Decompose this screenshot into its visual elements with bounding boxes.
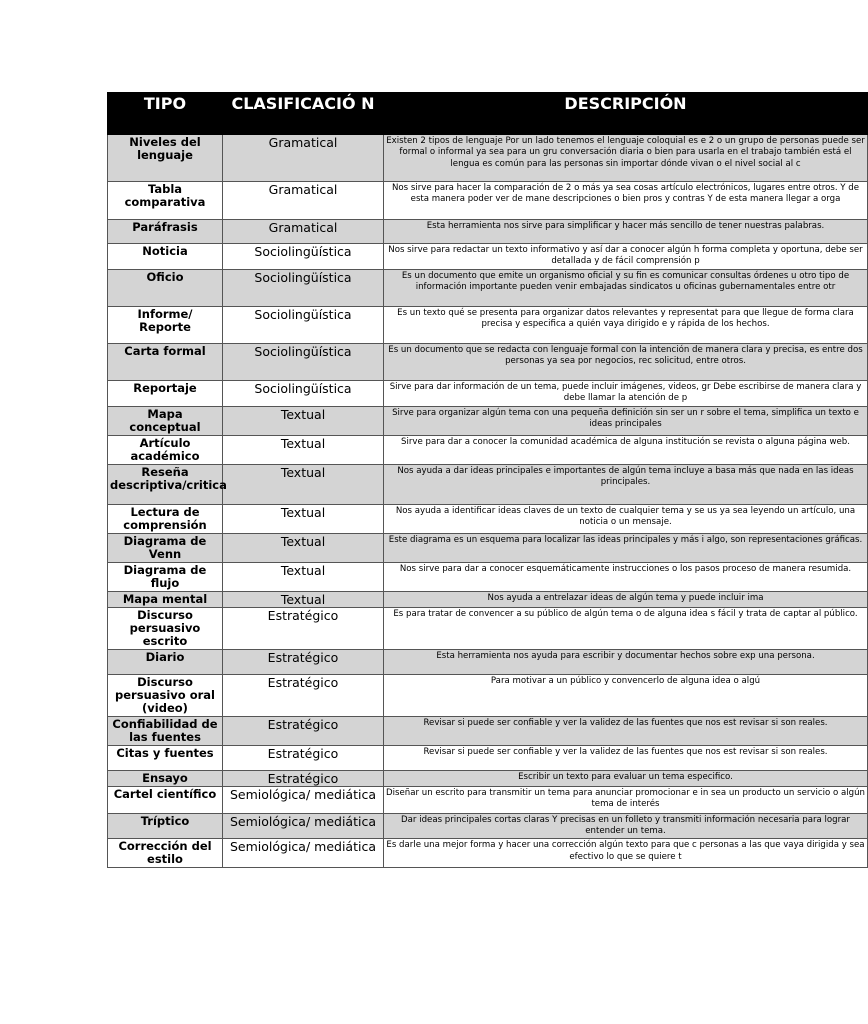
- table-row: [108, 220, 868, 244]
- descripcion-cell: Sirve para dar información de un tema, puede incluir imágenes, videos, gr Debe escribirse de manera clara y debe llamar la atención de p: [384, 380, 868, 406]
- clasificacion-cell: Sociolingüística: [223, 306, 384, 343]
- table-row: [108, 406, 868, 435]
- clasificacion-cell: Textual: [223, 562, 384, 591]
- descripcion-cell: Es darle una mejor forma y hacer una corrección algún texto para que c personas a las que vaya dirigida y sea efectivo lo que se quiere t: [384, 839, 868, 868]
- table-row: [108, 244, 868, 270]
- tipo-cell: Diagrama de flujo: [108, 562, 223, 591]
- descripcion-cell: Es un texto qué se presenta para organizar datos relevantes y representat para que llegue de forma clara precisa y especifica a quién vaya dirigido e y rápida de los hechos.: [384, 306, 868, 343]
- descripcion-cell: Dar ideas principales cortas claras Y precisas en un folleto y transmiti información necesaria para lograr entender un tema.: [384, 813, 868, 839]
- table-row: [108, 770, 868, 786]
- table-row: [108, 839, 868, 868]
- clasificacion-cell: Semiológica/ mediática: [223, 786, 384, 813]
- tipo-cell: Discurso persuasivo escrito: [108, 607, 223, 649]
- table-row: [108, 786, 868, 813]
- table-row: [108, 813, 868, 839]
- clasificacion-cell: Textual: [223, 591, 384, 607]
- clasificacion-cell: Semiológica/ mediática: [223, 839, 384, 868]
- descripcion-cell: Es un documento que emite un organismo oficial y su fin es comunicar consultas órdenes u otro tipo de información importante pueden venir embajadas sindicatos u oficinas gubernamentales entre otr: [384, 269, 868, 306]
- clasificacion-cell: Textual: [223, 533, 384, 562]
- clasificacion-cell: Textual: [223, 504, 384, 533]
- header-tipo: TIPO: [108, 93, 223, 135]
- table-row: [108, 380, 868, 406]
- table-row: [108, 745, 868, 770]
- descripcion-cell: Nos sirve para hacer la comparación de 2 o más ya sea cosas artículo electrónicos, lugares entre otros. Y de esta manera poder ver de mane descripciones o bien pros y contras Y de esta manera llegar a orga: [384, 182, 868, 220]
- table-row: [108, 343, 868, 380]
- table-row: [108, 464, 868, 504]
- descripcion-cell: Existen 2 tipos de lenguaje Por un lado tenemos el lenguaje coloquial es e 2 o un grupo de personas puede ser formal o informal ya sea para un gru conversación diaria o bien para usarla en el trabajo también está el lengua es común para las personas sin importar dónde vivan o el nivel social al c: [384, 135, 868, 182]
- clasificacion-cell: Textual: [223, 435, 384, 464]
- table-row: [108, 533, 868, 562]
- descripcion-cell: Para motivar a un público y convencerlo de alguna idea o algú: [384, 674, 868, 716]
- descripcion-cell: Escribir un texto para evaluar un tema especifico.: [384, 770, 868, 786]
- descripcion-cell: Nos sirve para redactar un texto informativo y así dar a conocer algún h forma completa y oportuna, debe ser detallada y de fácil comprensión p: [384, 244, 868, 270]
- tipo-cell: Diagrama de Venn: [108, 533, 223, 562]
- table-row: [108, 182, 868, 220]
- descripcion-cell: Nos ayuda a entrelazar ideas de algún tema y puede incluir ima: [384, 591, 868, 607]
- descripcion-cell: Sirve para dar a conocer la comunidad académica de alguna institución se revista o alguna página web.: [384, 435, 868, 464]
- clasificacion-cell: Sociolingüística: [223, 269, 384, 306]
- tipo-cell: Tabla comparativa: [108, 182, 223, 220]
- descripcion-cell: Nos ayuda a identificar ideas claves de un texto de cualquier tema y se us ya sea leyendo un artículo, una noticia o un mensaje.: [384, 504, 868, 533]
- clasificacion-cell: Estratégico: [223, 716, 384, 745]
- clasificacion-cell: Estratégico: [223, 674, 384, 716]
- descripcion-cell: Revisar si puede ser confiable y ver la validez de las fuentes que nos est revisar si son reales.: [384, 716, 868, 745]
- tipo-cell: Corrección del estilo: [108, 839, 223, 868]
- tipo-cell: Oficio: [108, 269, 223, 306]
- clasificacion-cell: Estratégico: [223, 745, 384, 770]
- descripcion-cell: Es un documento que se redacta con lenguaje formal con la intención de manera clara y precisa, es entre dos personas ya sea por negocios, rec solicitud, entre otros.: [384, 343, 868, 380]
- tipo-cell: Citas y fuentes: [108, 745, 223, 770]
- tipo-cell: Mapa mental: [108, 591, 223, 607]
- table-row: [108, 135, 868, 182]
- descripcion-cell: Sirve para organizar algún tema con una pequeña definición sin ser un r sobre el tema, simplifica un texto e ideas principales: [384, 406, 868, 435]
- tipo-cell: Noticia: [108, 244, 223, 270]
- classification-table: [107, 92, 868, 868]
- clasificacion-cell: Estratégico: [223, 607, 384, 649]
- clasificacion-cell: Textual: [223, 464, 384, 504]
- tipo-cell: Ensayo: [108, 770, 223, 786]
- clasificacion-cell: Estratégico: [223, 770, 384, 786]
- descripcion-cell: Es para tratar de convencer a su público de algún tema o de alguna idea s fácil y trata de captar al público.: [384, 607, 868, 649]
- descripcion-cell: Nos sirve para dar a conocer esquemáticamente instrucciones o los pasos proceso de manera resumida.: [384, 562, 868, 591]
- clasificacion-cell: Gramatical: [223, 182, 384, 220]
- clasificacion-cell: Gramatical: [223, 220, 384, 244]
- clasificacion-cell: Sociolingüística: [223, 380, 384, 406]
- tipo-cell: Reseña descriptiva/critica: [108, 464, 223, 504]
- table-row: [108, 649, 868, 674]
- descripcion-cell: Nos ayuda a dar ideas principales e importantes de algún tema incluye a basa más que nada en las ideas principales.: [384, 464, 868, 504]
- tipo-cell: Cartel científico: [108, 786, 223, 813]
- descripcion-cell: Diseñar un escrito para transmitir un tema para anunciar promocionar e in sea un producto un servicio o algún tema de interés: [384, 786, 868, 813]
- table-body: [108, 135, 868, 868]
- clasificacion-cell: Textual: [223, 406, 384, 435]
- clasificacion-cell: Sociolingüística: [223, 343, 384, 380]
- table-row: [108, 306, 868, 343]
- header-row: [108, 93, 868, 135]
- table-row: [108, 562, 868, 591]
- clasificacion-cell: Sociolingüística: [223, 244, 384, 270]
- clasificacion-cell: Gramatical: [223, 135, 384, 182]
- tipo-cell: Paráfrasis: [108, 220, 223, 244]
- tipo-cell: Niveles del lenguaje: [108, 135, 223, 182]
- descripcion-cell: Esta herramienta nos ayuda para escribir y documentar hechos sobre exp una persona.: [384, 649, 868, 674]
- tipo-cell: Informe/ Reporte: [108, 306, 223, 343]
- table-row: [108, 716, 868, 745]
- table-row: [108, 607, 868, 649]
- header-descripcion: DESCRIPCIÓN: [384, 93, 868, 135]
- header-clasificacion: CLASIFICACIÓ N: [223, 93, 384, 135]
- descripcion-cell: Este diagrama es un esquema para localizar las ideas principales y más i algo, son representaciones gráficas.: [384, 533, 868, 562]
- table-row: [108, 504, 868, 533]
- tipo-cell: Tríptico: [108, 813, 223, 839]
- tipo-cell: Lectura de comprensión: [108, 504, 223, 533]
- table-row: [108, 435, 868, 464]
- tipo-cell: Reportaje: [108, 380, 223, 406]
- clasificacion-cell: Semiológica/ mediática: [223, 813, 384, 839]
- table-row: [108, 674, 868, 716]
- table-row: [108, 269, 868, 306]
- tipo-cell: Diario: [108, 649, 223, 674]
- tipo-cell: Confiabilidad de las fuentes: [108, 716, 223, 745]
- descripcion-cell: Revisar si puede ser confiable y ver la validez de las fuentes que nos est revisar si son reales.: [384, 745, 868, 770]
- tipo-cell: Artículo académico: [108, 435, 223, 464]
- clasificacion-cell: Estratégico: [223, 649, 384, 674]
- tipo-cell: Discurso persuasivo oral (video): [108, 674, 223, 716]
- descripcion-cell: Esta herramienta nos sirve para simplificar y hacer más sencillo de tener nuestras palabras.: [384, 220, 868, 244]
- table-row: [108, 591, 868, 607]
- tipo-cell: Carta formal: [108, 343, 223, 380]
- tipo-cell: Mapa conceptual: [108, 406, 223, 435]
